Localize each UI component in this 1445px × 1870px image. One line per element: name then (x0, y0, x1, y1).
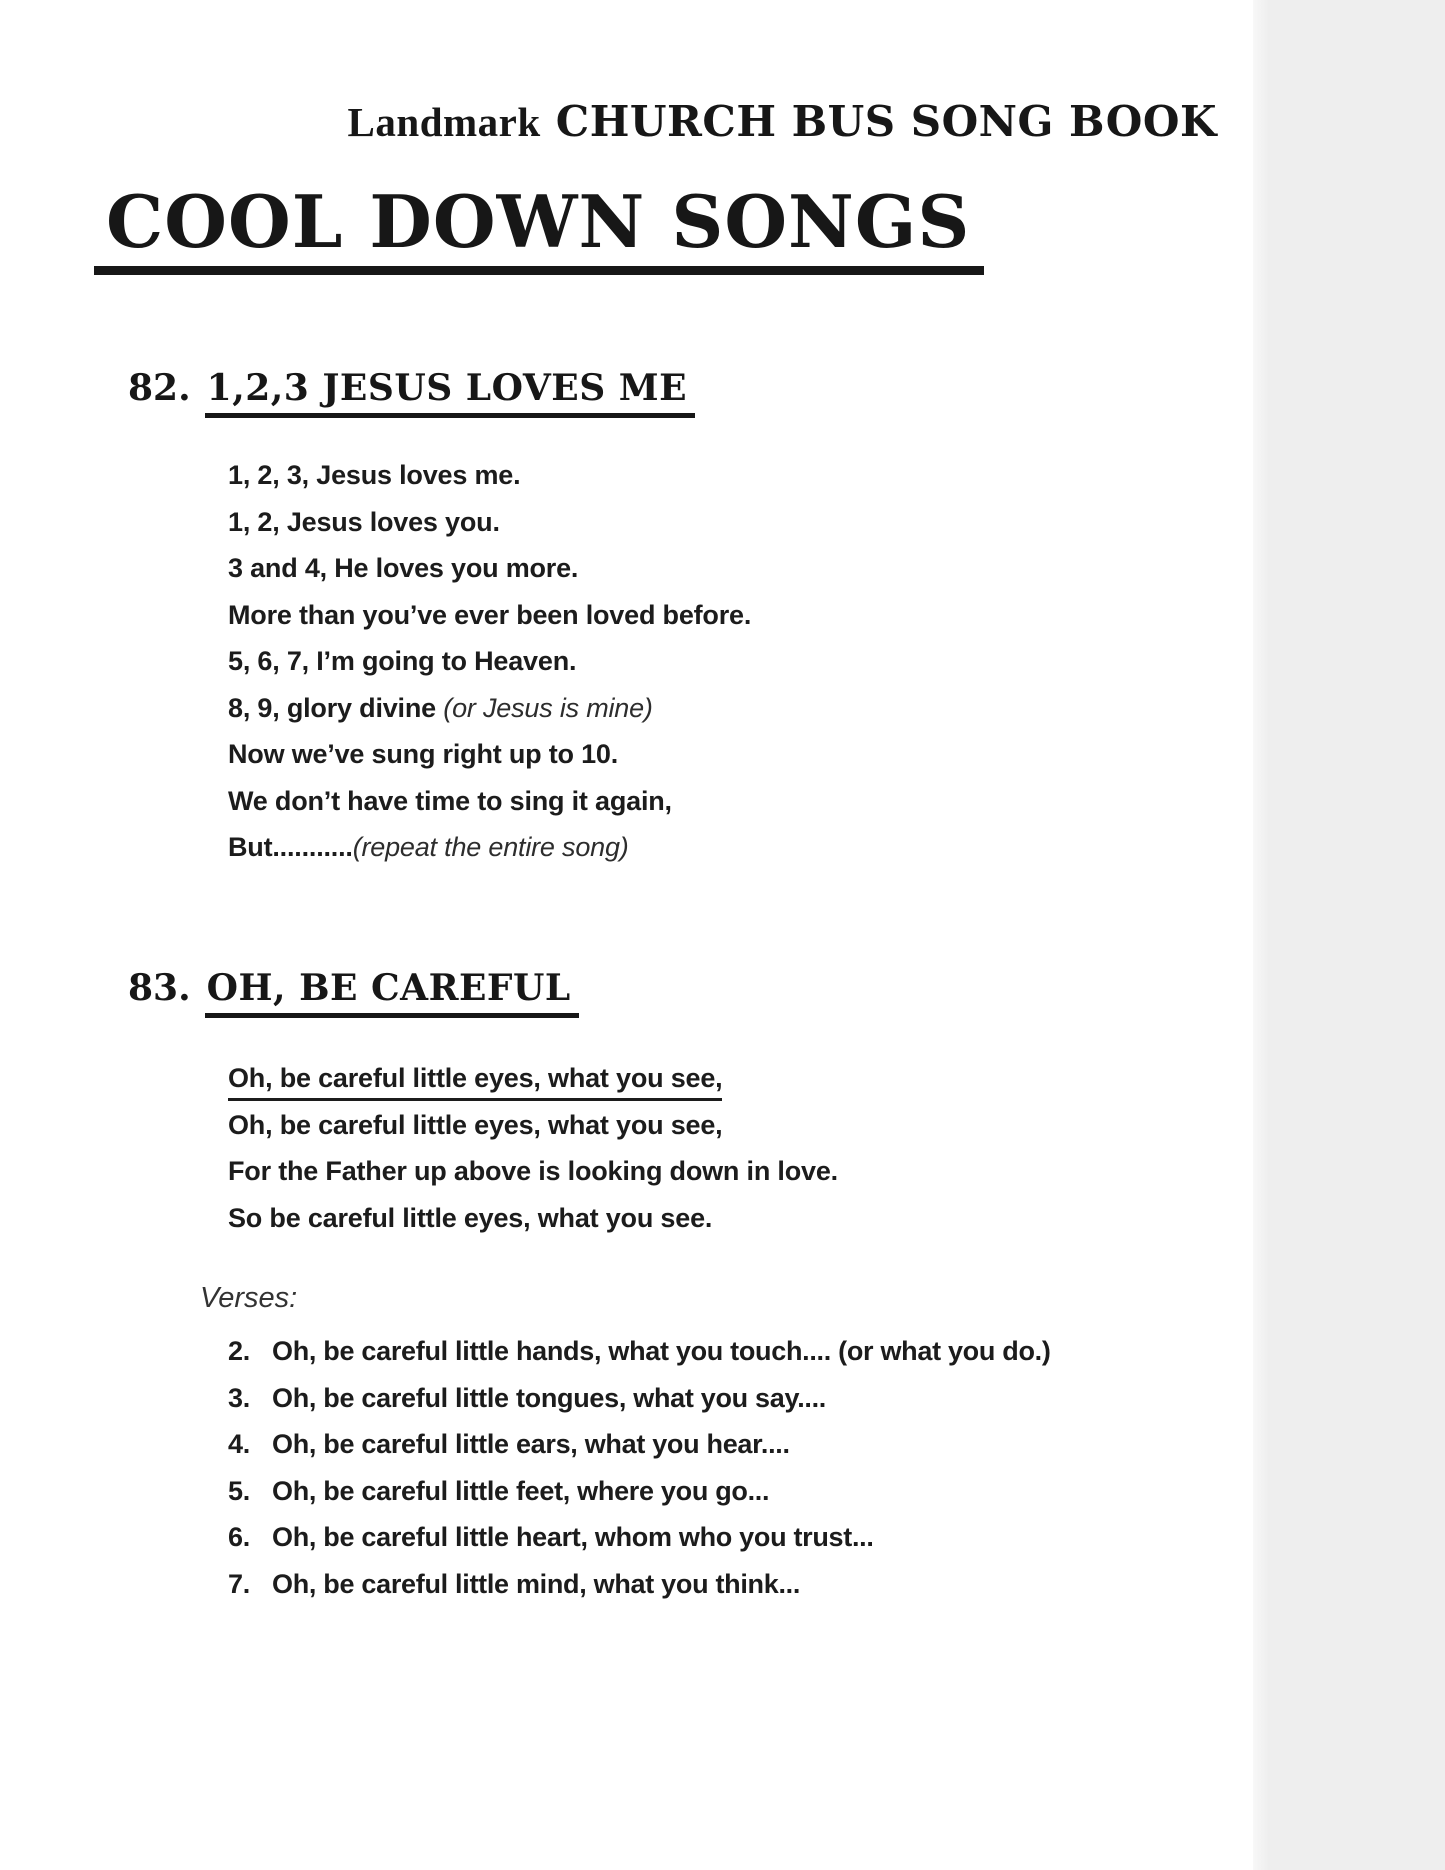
page-title (94, 179, 984, 275)
lyric-line (228, 452, 751, 499)
lyric-note: (repeat the entire song) (352, 832, 629, 862)
lyric-text: We don’t have time to sing it again, (228, 785, 672, 816)
verse-text: Oh, be careful little heart, whom who you trust... (272, 1522, 874, 1552)
song-83-chorus (228, 1055, 838, 1241)
verse-item (228, 1375, 1051, 1422)
lyric-text: 5, 6, 7, I’m going to Heaven. (228, 646, 577, 676)
chorus-text: For the Father up above is looking down in love. (228, 1156, 838, 1186)
verse-item (228, 1514, 1051, 1561)
verses-label: Verses: (200, 1282, 298, 1314)
lyric-line (228, 824, 751, 871)
verse-text: Oh, be careful little mind, what you think... (272, 1568, 801, 1599)
lyric-line (228, 685, 751, 732)
chorus-line (228, 1102, 838, 1149)
lyric-line (228, 545, 751, 592)
page-title-text: COOL DOWN SONGS (94, 182, 984, 275)
lyric-text: 1, 2, Jesus loves you. (228, 506, 500, 537)
header-brand-title (541, 97, 1217, 146)
lyric-text: Now we’ve sung right up to 10. (228, 739, 619, 769)
header-brand-title-text: CHURCH BUS SONG BOOK (555, 97, 1217, 146)
song-83-number: 83. (128, 967, 191, 1009)
lyric-text: 8, 9, glory divine (228, 692, 444, 723)
song-83-title: OH, BE CAREFUL (205, 966, 579, 1018)
verse-item (228, 1468, 1051, 1515)
lyric-line (228, 499, 751, 546)
verse-number: 3. (228, 1382, 250, 1413)
verse-number: 6. (228, 1522, 250, 1552)
verse-number: 5. (228, 1475, 250, 1506)
verse-item (228, 1561, 1051, 1608)
header-brand-prefix: Landmark (347, 99, 541, 145)
song-83-heading (128, 966, 579, 1018)
chorus-line (228, 1055, 838, 1102)
song-82-heading (128, 366, 695, 418)
chorus-text: So be careful little eyes, what you see. (228, 1202, 713, 1233)
verse-item (228, 1421, 1051, 1468)
lyric-line (228, 638, 751, 685)
song-82-lyrics (228, 452, 751, 871)
verse-text: Oh, be careful little feet, where you go... (272, 1475, 770, 1506)
song-83-verses (228, 1328, 1051, 1607)
chorus-text-underlined: Oh, be careful little eyes, what you see, (228, 1062, 722, 1101)
lyric-note: (or Jesus is mine) (443, 692, 653, 723)
lyric-line (228, 731, 751, 778)
lyric-line (228, 592, 751, 639)
lyric-text: But........... (228, 832, 353, 862)
lyric-line (228, 778, 751, 825)
verse-item (228, 1328, 1051, 1375)
verse-text: Oh, be careful little tongues, what you say.... (272, 1382, 827, 1413)
header-brand (0, 92, 1253, 162)
song-82-title: 1,2,3 JESUS LOVES ME (205, 366, 695, 418)
verse-number: 7. (228, 1568, 250, 1599)
verse-text: Oh, be careful little ears, what you hear.... (272, 1429, 790, 1459)
verse-number: 4. (228, 1429, 250, 1459)
chorus-line (228, 1195, 838, 1242)
chorus-line (228, 1148, 838, 1195)
lyric-text: More than you’ve ever been loved before. (228, 599, 752, 630)
verse-number: 2. (228, 1336, 250, 1366)
song-82-number: 82. (128, 367, 191, 409)
lyric-text: 1, 2, 3, Jesus loves me. (228, 460, 521, 490)
chorus-text: Oh, be careful little eyes, what you see, (228, 1109, 723, 1140)
lyric-text: 3 and 4, He loves you more. (228, 553, 579, 583)
page-right-gutter (1253, 0, 1445, 1870)
verse-text: Oh, be careful little hands, what you touch.... (or what you do.) (272, 1336, 1051, 1366)
